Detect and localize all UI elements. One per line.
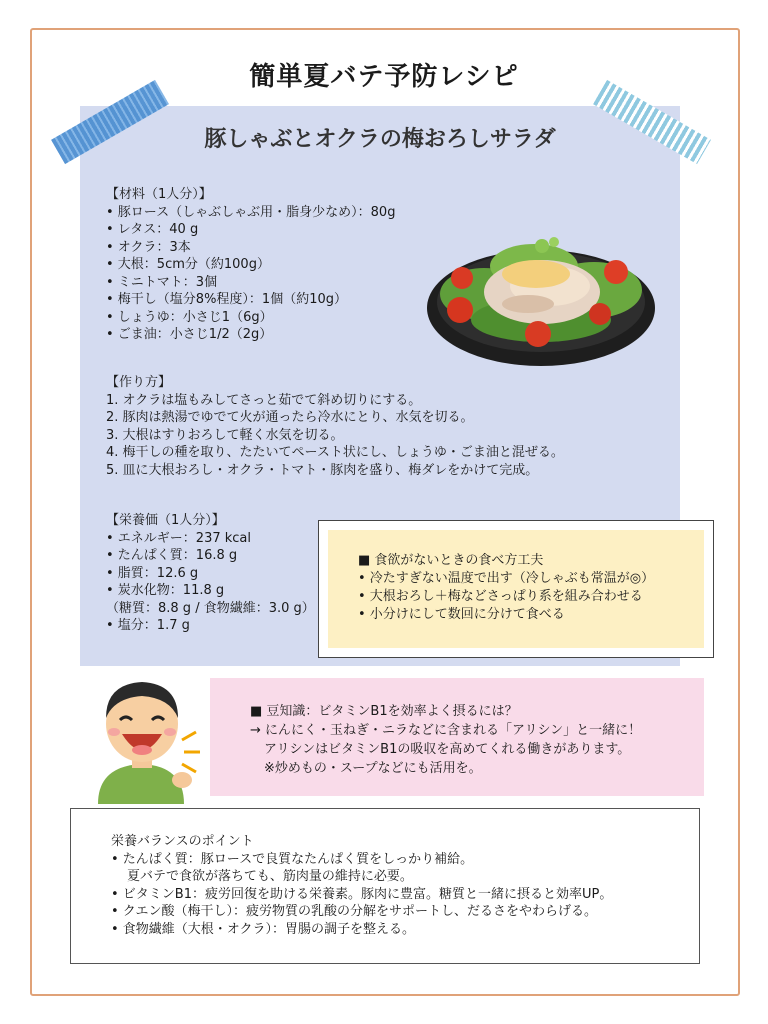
balance-item-note: 夏バテで食欲が落ちても、筋肉量の維持に必要。 (127, 869, 413, 884)
balance-item: • ビタミンB1：疲労回復を助ける栄養素。豚肉に豊富。糖質と一緒に摂ると効率UP。 (111, 886, 613, 902)
balance-heading: 栄養バランスのポイント (111, 834, 254, 849)
nutrition-section (106, 512, 326, 635)
tips-item: • 大根おろし＋梅などさっぱり系を組み合わせる (358, 589, 643, 604)
ingredient-item: • ごま油：小さじ1/2（2g） (106, 327, 273, 342)
ingredients-section (106, 186, 436, 344)
tips-item: • 小分けにして数回に分けて食べる (358, 607, 565, 622)
ingredient-item: • しょうゆ：小さじ1（6g） (106, 309, 273, 325)
salad-photo (424, 216, 658, 372)
ingredients-heading: 【材料（1人分）】 (106, 187, 212, 202)
method-section (106, 374, 676, 479)
happy-man-illustration-icon (84, 670, 202, 804)
method-step: 3. 大根はすりおろして軽く水気を切る。 (106, 427, 344, 443)
method-heading: 【作り方】 (106, 375, 172, 390)
knowledge-line: → にんにく・玉ねぎ・ニラなどに含まれる「アリシン」と一緒に！ (250, 723, 642, 738)
method-step: 4. 梅干しの種を取り、たたいてペースト状にし、しょうゆ・ごま油と混ぜる。 (106, 445, 564, 460)
nutrition-item: • たんぱく質：16.8 g (106, 548, 238, 563)
nutrition-item: • 炭水化物：11.8 g (106, 583, 225, 598)
method-step: 1. オクラは塩もみしてさっと茹でて斜め切りにする。 (106, 392, 422, 408)
tips-heading: ■ 食欲がないときの食べ方工夫 (358, 553, 544, 568)
ingredient-item: • オクラ：3本 (106, 239, 191, 255)
knowledge-line: ※炒めもの・スープなどにも活用を。 (264, 761, 482, 776)
method-step: 2. 豚肉は熱湯でゆでて火が通ったら冷水にとり、水気を切る。 (106, 410, 474, 425)
page-title: 簡単夏バテ予防レシピ (249, 62, 519, 92)
tips-box (328, 530, 704, 648)
balance-item: • 食物繊維（大根・オクラ）：胃腸の調子を整える。 (111, 921, 416, 937)
ingredient-item: • 大根：5cm分（約100g） (106, 257, 270, 272)
nutrition-item: （糖質：8.8 g / 食物繊維：3.0 g） (106, 600, 315, 616)
tips-item: • 冷たすぎない温度で出す（冷しゃぶも常温が◎） (358, 571, 655, 586)
nutrition-item: • 脂質：12.6 g (106, 565, 199, 581)
balance-item: • クエン酸（梅干し）：疲労物質の乳酸の分解をサポートし、だるさをやわらげる。 (111, 904, 598, 919)
ingredient-item: • 豚ロース（しゃぶしゃぶ用・脂身少なめ）：80g (106, 204, 396, 220)
method-step: 5. 皿に大根おろし・オクラ・トマト・豚肉を盛り、梅ダレをかけて完成。 (106, 462, 539, 478)
balance-item: • たんぱく質：豚ロースで良質なたんぱく質をしっかり補給。 (111, 851, 474, 867)
nutrition-item: • エネルギー：237 kcal (106, 530, 251, 546)
nutrition-item: • 塩分：1.7 g (106, 618, 190, 633)
balance-box (70, 808, 700, 964)
ingredient-item: • ミニトマト：3個 (106, 274, 218, 290)
knowledge-line: アリシンはビタミンB1の吸収を高めてくれる働きがあります。 (264, 742, 631, 757)
recipe-title: 豚しゃぶとオクラの梅おろしサラダ (204, 127, 556, 152)
nutrition-heading: 【栄養価（1人分）】 (106, 513, 225, 528)
ingredient-item: • レタス：40 g (106, 222, 199, 237)
ingredient-item: • 梅干し（塩分8%程度）：1個（約10g） (106, 292, 347, 307)
knowledge-box (210, 678, 704, 796)
knowledge-heading: ■ 豆知識：ビタミンB1を効率よく摂るには？ (250, 704, 518, 719)
